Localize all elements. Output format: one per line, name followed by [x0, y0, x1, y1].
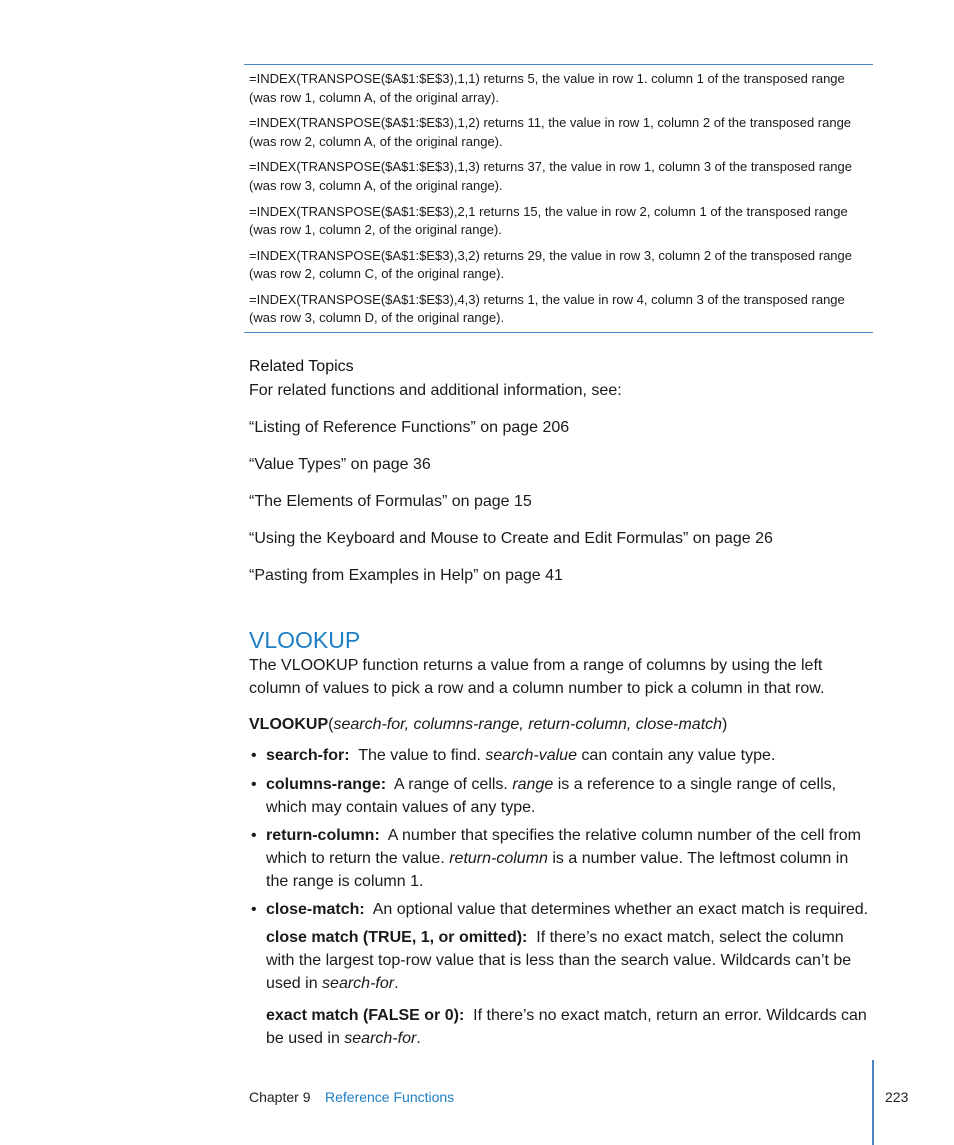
example-6-line-2: (was row 3, column D, of the original range).	[249, 310, 505, 325]
related-topics-intro: For related functions and additional information, see:	[249, 382, 622, 399]
argument-emphasis: return-column	[449, 850, 548, 867]
section-title: VLOOKUP	[249, 627, 361, 653]
argument-desc: can contain any value type.	[576, 747, 776, 764]
bullet: •	[251, 776, 257, 793]
argument-desc: is a reference to a single range of cells, which may contain values of any type.	[266, 776, 837, 816]
related-link[interactable]: “Pasting from Examples in Help” on page 41	[249, 567, 563, 584]
example-4-line-2: (was row 1, column 2, of the original range).	[249, 222, 502, 237]
syntax-arguments: search-for, columns-range, return-column, close-match	[333, 716, 723, 733]
argument-term: search-for:	[266, 747, 350, 764]
page-number: 223	[885, 1089, 909, 1105]
argument-text	[266, 773, 874, 819]
example-1-line-1: =INDEX(TRANSPOSE($A$1:$E$3),1,1) returns 5, the value in row 1. column 1 of the transposed range	[249, 71, 845, 86]
option-desc: If there’s no exact match, return an error. Wildcards can be used in	[266, 1007, 867, 1047]
argument-emphasis: search-value	[485, 747, 577, 764]
option-term: exact match (FALSE or 0):	[266, 1007, 465, 1024]
argument-desc: A number that specifies the relative column number of the cell from which to return the value.	[266, 827, 861, 867]
argument-emphasis: range	[512, 776, 554, 793]
argument-text	[266, 824, 874, 893]
syntax-close-paren: )	[722, 716, 728, 733]
example-5-line-2: (was row 2, column C, of the original range).	[249, 266, 505, 281]
examples-box	[244, 64, 873, 333]
syntax-function-name: VLOOKUP	[249, 716, 329, 733]
syntax-open-paren: (	[328, 716, 334, 733]
related-link[interactable]: “Listing of Reference Functions” on page 206	[249, 419, 570, 436]
exact-match-option	[266, 1004, 874, 1050]
example-1-line-2: (was row 1, column A, of the original array).	[249, 89, 499, 105]
bullet: •	[251, 827, 257, 844]
bullet: •	[251, 901, 257, 918]
footer-divider	[872, 1060, 874, 1145]
function-description: The VLOOKUP function returns a value from a range of columns by using the left column of values to pick a row and a column number to pick a column in that row.	[249, 657, 825, 697]
argument-desc: The value to find.	[358, 747, 486, 764]
option-desc: If there’s no exact match, select the column with the largest top-row value that is less than the search value. Wildcards can’t be used in	[266, 929, 852, 992]
example-6-line-1: =INDEX(TRANSPOSE($A$1:$E$3),4,3) returns 1, the value in row 4, column 3 of the transposed range	[249, 292, 845, 307]
argument-desc: is a number value. The leftmost column in the range is column 1.	[266, 850, 849, 890]
example-5-line-1: =INDEX(TRANSPOSE($A$1:$E$3),3,2) returns 29, the value in row 3, column 2 of the transposed range	[249, 248, 853, 263]
argument-term: return-column:	[266, 827, 380, 844]
close-match-option	[266, 926, 874, 995]
example-3-line-2: (was row 3, column A, of the original range).	[249, 177, 503, 193]
related-link[interactable]: “The Elements of Formulas” on page 15	[249, 493, 532, 510]
option-desc: .	[394, 975, 399, 992]
example-3-line-1: =INDEX(TRANSPOSE($A$1:$E$3),1,3) returns 37, the value in row 1, column 3 of the transposed range	[249, 159, 853, 174]
footer-chapter-label: Chapter 9	[249, 1089, 311, 1105]
option-emphasis: search-for	[344, 1030, 417, 1047]
option-desc: .	[416, 1030, 421, 1047]
argument-text	[266, 898, 874, 921]
bullet: •	[251, 747, 257, 764]
example-4-line-1: =INDEX(TRANSPOSE($A$1:$E$3),2,1 returns 15, the value in row 2, column 1 of the transposed range	[249, 204, 848, 219]
argument-desc: A range of cells.	[394, 776, 513, 793]
argument-term: close-match:	[266, 901, 365, 918]
option-emphasis: search-for	[322, 975, 395, 992]
option-term: close match (TRUE, 1, or omitted):	[266, 929, 528, 946]
argument-term: columns-range:	[266, 776, 387, 793]
argument-desc: An optional value that determines whether an exact match is required.	[372, 901, 869, 918]
example-2-line-1: =INDEX(TRANSPOSE($A$1:$E$3),1,2) returns 11, the value in row 1, column 2 of the transposed range	[249, 115, 852, 130]
related-link[interactable]: “Using the Keyboard and Mouse to Create and Edit Formulas” on page 26	[249, 530, 773, 547]
footer-chapter-title[interactable]: Reference Functions	[325, 1089, 455, 1105]
argument-text	[266, 744, 874, 767]
related-topics-heading: Related Topics	[249, 358, 354, 375]
example-2-line-2: (was row 2, column A, of the original range).	[249, 133, 503, 149]
function-syntax	[249, 713, 874, 736]
related-link[interactable]: “Value Types” on page 36	[249, 456, 431, 473]
